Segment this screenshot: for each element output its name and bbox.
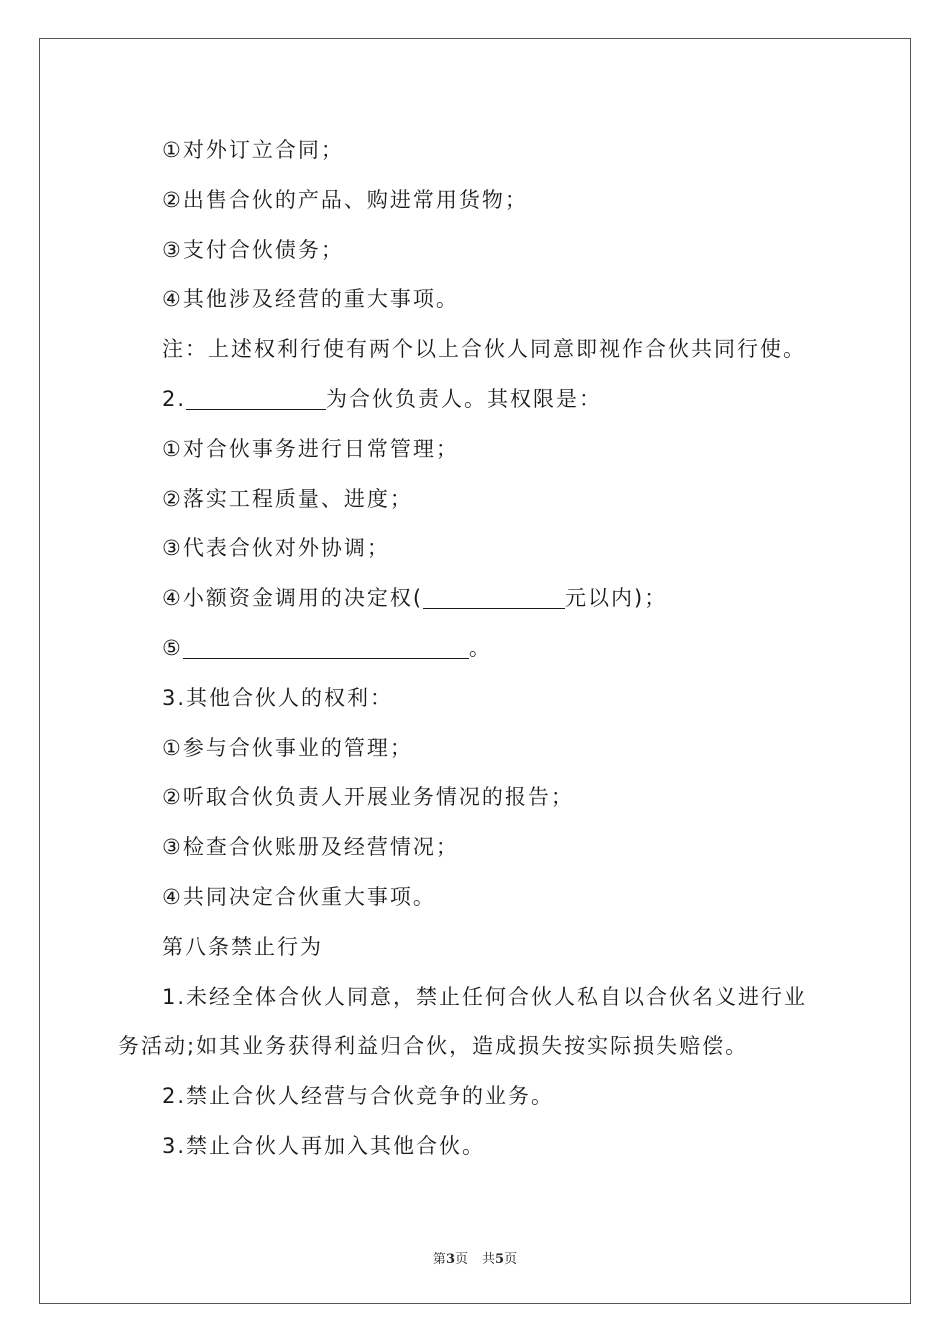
paragraph-line: 1.未经全体合伙人同意，禁止任何合伙人私自以合伙名义进行业 [162, 984, 808, 1009]
item-text: ④小额资金调用的决定权( [162, 586, 424, 611]
page-footer [0, 1248, 950, 1267]
list-item-with-blank [118, 624, 838, 674]
clause-text: 为合伙负责人。其权限是： [326, 386, 603, 411]
page-suffix: 页 [454, 1252, 468, 1267]
page-prefix: 第 [432, 1252, 446, 1267]
item-text-end: 。 [468, 635, 492, 660]
fill-blank [186, 385, 326, 410]
list-item: ②出售合伙的产品、购进常用货物； [162, 187, 528, 212]
list-item: ③支付合伙债务； [162, 237, 344, 262]
list-item: ③检查合伙账册及经营情况； [162, 835, 459, 860]
list-item: ①对外订立合同； [162, 138, 344, 162]
clause-number: 2. [162, 386, 187, 411]
item-marker: ⑤ [162, 635, 183, 660]
fill-blank [423, 584, 565, 609]
list-item: ③代表合伙对外协调； [162, 536, 390, 561]
total-suffix: 页 [504, 1252, 518, 1267]
total-prefix: 共 [482, 1252, 496, 1267]
item-text-end: 元以内)； [565, 586, 668, 611]
list-item: ④其他涉及经营的重大事项。 [162, 287, 459, 312]
paragraph-line: 2.禁止合伙人经营与合伙竞争的业务。 [162, 1084, 555, 1109]
list-item: ②听取合伙负责人开展业务情况的报告； [162, 785, 574, 810]
paragraph-line-continued: 务活动;如其业务获得利益归合伙，造成损失按实际损失赔偿。 [118, 1034, 749, 1059]
list-item: ①对合伙事务进行日常管理； [162, 436, 459, 461]
fill-blank [183, 634, 469, 659]
clause-2-line [118, 375, 838, 425]
article-heading: 第八条禁止行为 [162, 934, 323, 959]
list-item: ①参与合伙事业的管理； [162, 735, 413, 760]
note-paragraph: 注：上述权利行使有两个以上合伙人同意即视作合伙共同行使。 [162, 337, 806, 362]
page-number: 3 [445, 1252, 455, 1267]
total-pages: 5 [495, 1252, 505, 1267]
paragraph-line: 3.禁止合伙人再加入其他合伙。 [162, 1133, 486, 1158]
list-item: ②落实工程质量、进度； [162, 486, 413, 511]
document-body [118, 126, 838, 1172]
list-item: ④共同决定合伙重大事项。 [162, 884, 436, 909]
clause-heading: 3.其他合伙人的权利： [162, 685, 394, 710]
list-item-with-blank [118, 574, 838, 624]
